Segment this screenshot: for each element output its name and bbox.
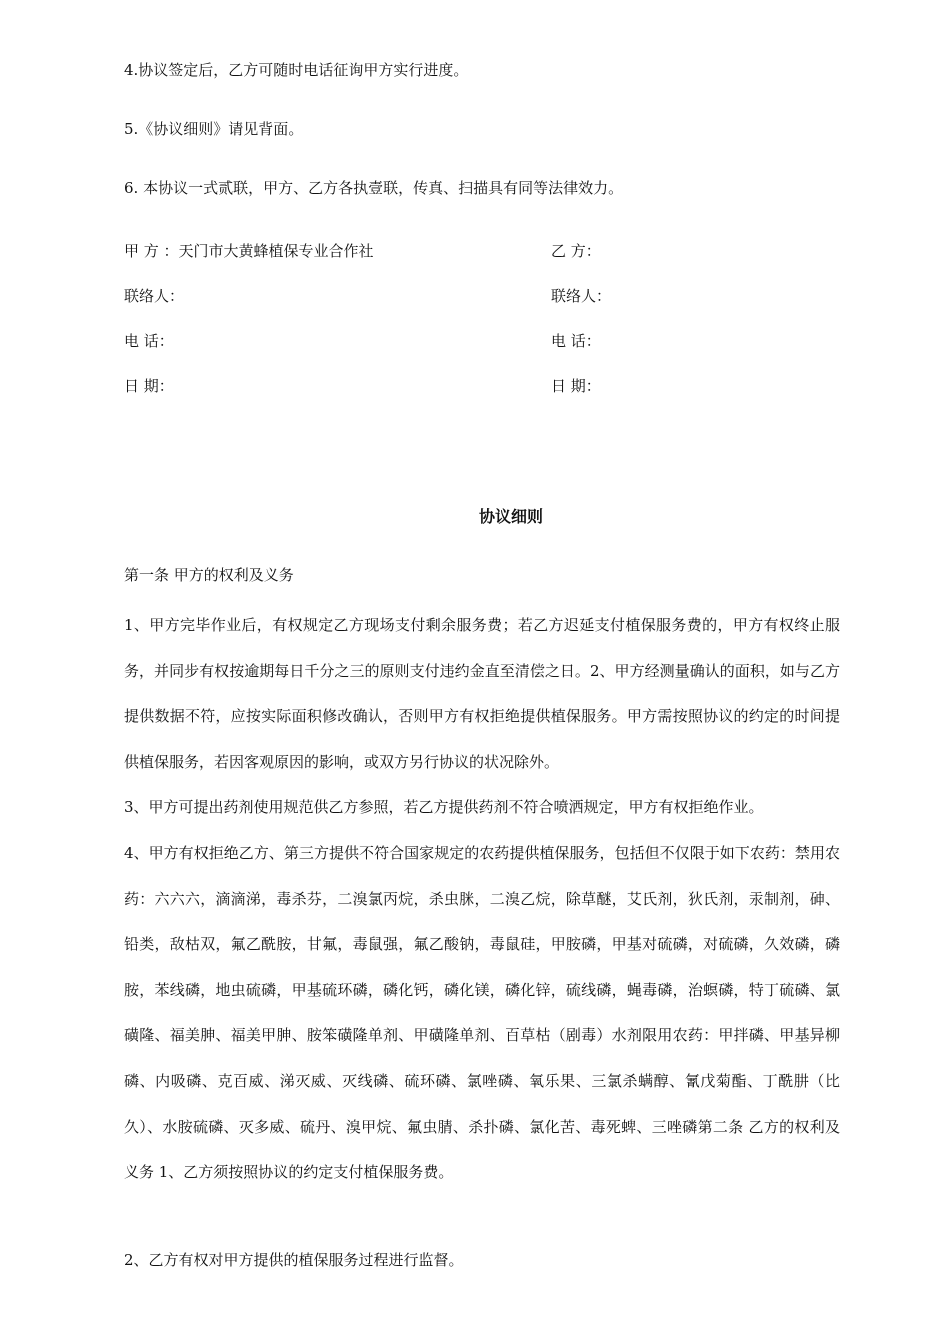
article-1-heading: 第一条 甲方的权利及义务: [124, 566, 294, 584]
rules-title: 协议细则: [478, 507, 543, 526]
party-b-paragraph-2: 2、乙方有权对甲方提供的植保服务过程进行监督。: [124, 1251, 464, 1269]
rules-paragraph-4: 4、甲方有权拒绝乙方、第三方提供不符合国家规定的农药提供植保服务，包括但不仅限于如下农药：禁用农药：六六六，滴滴涕，毒杀芬，二溴氯丙烷，杀虫脒，二溴乙烷，除草醚，艾氏剂，狄氏剂，汞制剂，砷、铅类，敌枯双，氟乙酰胺，甘氟，毒鼠强，氟乙酸钠，毒鼠硅，甲胺磷，甲基对硫磷，对硫磷，久效磷，磷胺，苯线磷，地虫硫磷，甲基硫环磷，磷化钙，磷化镁，磷化锌，硫线磷，蝇毒磷，治螟磷，特丁硫磷、氯磺隆、福美胂、福美甲胂、胺笨磺隆单剂、甲磺隆单剂、百草枯（剧毒）水剂限用农药：甲拌磷、甲基异柳磷、内吸磷、克百威、涕灭威、灭线磷、硫环磷、氯唑磷、氧乐果、三氯杀螨醇、氰戊菊酯、丁酰肼（比久）、水胺硫磷、灭多威、硫丹、溴甲烷、氟虫腈、杀扑磷、氯化苦、毒死蜱、三唑磷第二条 乙方的权利及义务 1、乙方须按照协议的约定支付植保服务费。: [124, 844, 840, 1182]
rules-paragraph-1: 1、甲方完毕作业后，有权规定乙方现场支付剩余服务费；若乙方迟延支付植保服务费的，甲方有权终止服务，并同步有权按逾期每日千分之三的原则支付违约金直至清偿之日。2、甲方经测量确认的面积，如与乙方提供数据不符，应按实际面积修改确认，否则甲方有权拒绝提供植保服务。甲方需按照协议的约定的时间提供植保服务，若因客观原因的影响，或双方另行协议的状况除外。: [124, 616, 840, 771]
party-a-contact: 联络人：: [124, 287, 185, 305]
agreement-item-6: 6. 本协议一式贰联，甲方、乙方各执壹联，传真、扫描具有同等法律效力。: [124, 179, 624, 197]
party-b-name: 乙 方：: [551, 242, 601, 260]
party-b-contact: 联络人：: [551, 287, 612, 305]
party-a-date: 日 期：: [124, 377, 174, 395]
party-b-phone: 电 话：: [551, 332, 601, 350]
party-b-date: 日 期：: [551, 377, 601, 395]
party-a-phone: 电 话：: [124, 332, 174, 350]
rules-paragraph-3: 3、甲方可提出药剂使用规范供乙方参照，若乙方提供药剂不符合喷洒规定，甲方有权拒绝作业。: [124, 798, 764, 816]
party-a-name: 甲 方 ：天门市大黄蜂植保专业合作社: [124, 242, 374, 260]
agreement-item-5: 5.《协议细则》请见背面。: [124, 120, 304, 138]
agreement-item-4: 4.协议签定后，乙方可随时电话征询甲方实行进度。: [124, 61, 469, 79]
